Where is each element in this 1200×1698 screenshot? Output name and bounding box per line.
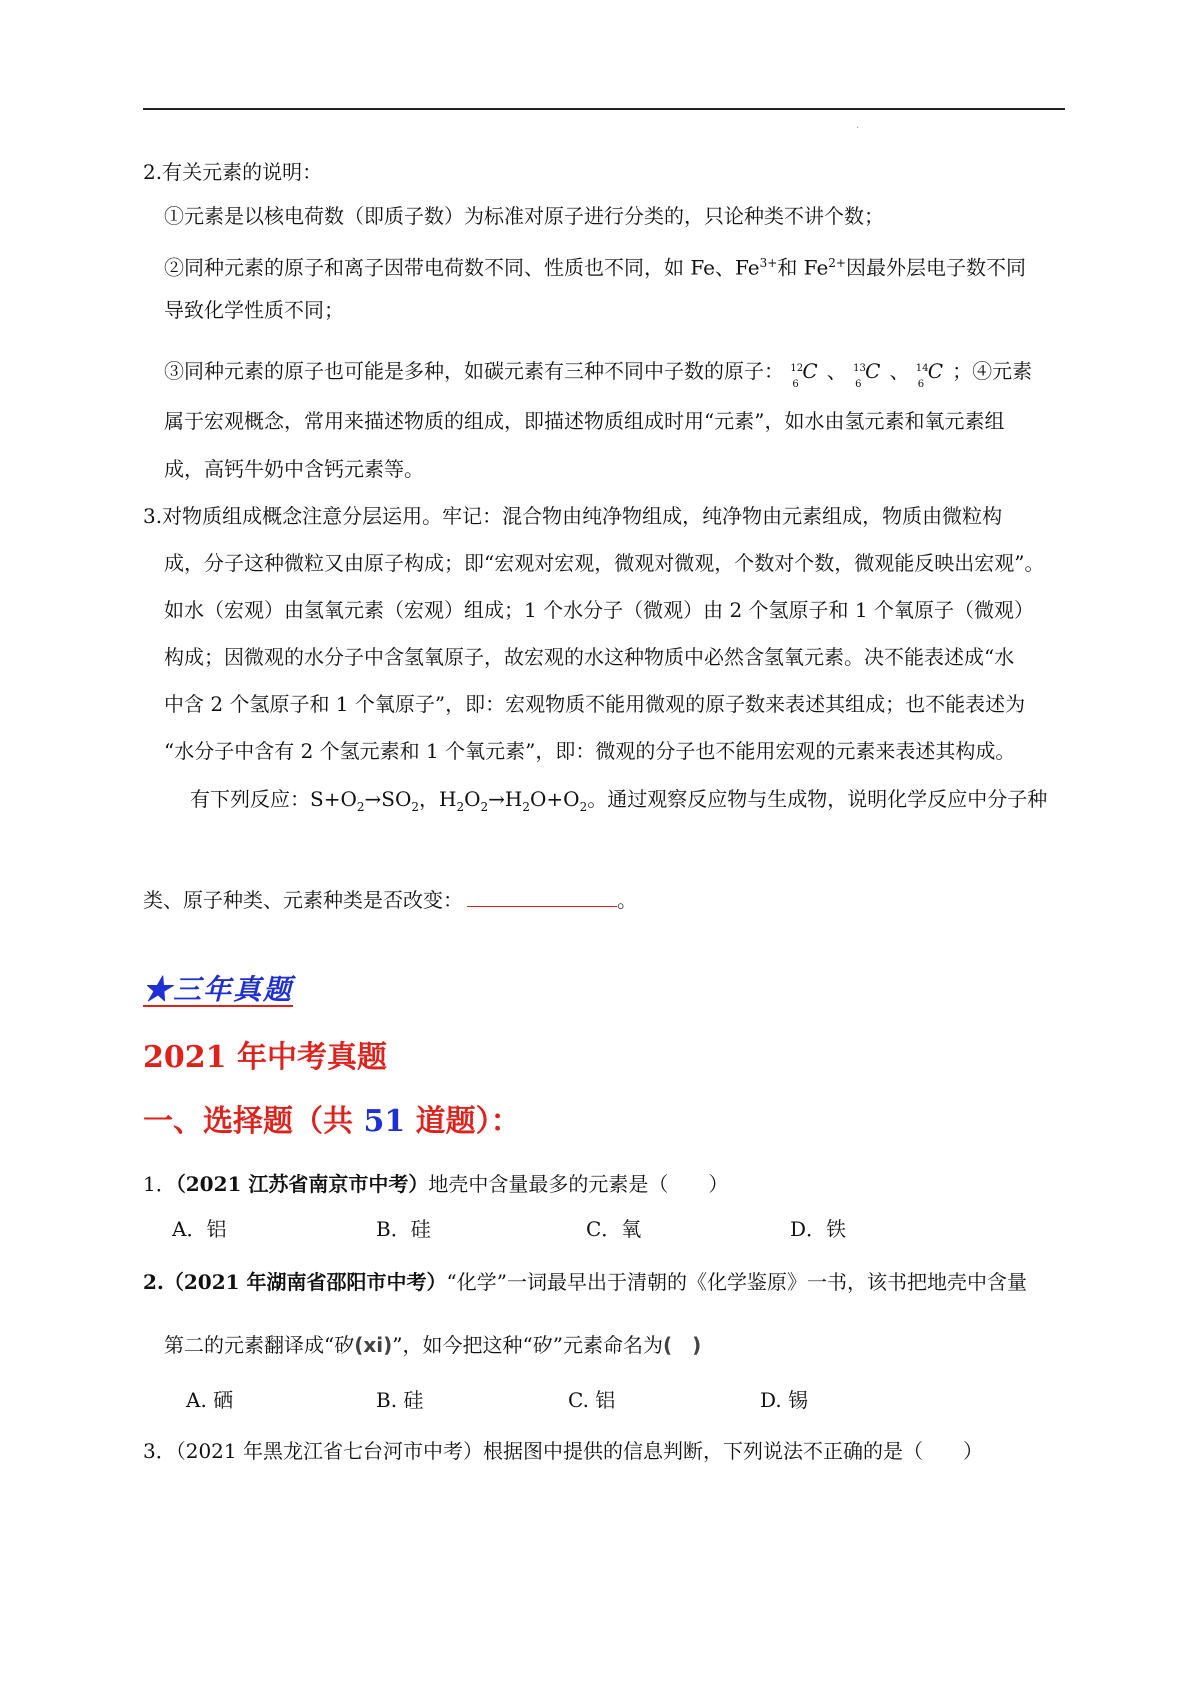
year-2021-heading: 2021 年中考真题 [143, 1040, 387, 1075]
sec3-l6: “水分子中含有 2 个氢元素和 1 个氧元素”，即：微观的分子也不能用宏观的元素来表述其构成。 [164, 739, 1016, 763]
q1-option-d[interactable]: D．铁 [790, 1217, 847, 1241]
sec3-l4: 构成；因微观的水分子中含氢氧原子，故宏观的水这种物质中必然含氢氧元素。决不能表述成“水 [164, 645, 1015, 669]
sec2-p3a-1: ③同种元素的原子也可能是多种，如碳元素有三种不同中子数的原子： [164, 359, 784, 383]
q2-option-a[interactable]: A. 硒 [186, 1388, 234, 1412]
q2-option-c[interactable]: C. 铝 [568, 1388, 616, 1412]
iso1-mass: 12 [790, 362, 804, 374]
isotope-c14 [915, 358, 946, 390]
sec2-p2b: 导致化学性质不同； [164, 298, 344, 322]
q3 [143, 1437, 983, 1465]
reaction-line1 [190, 785, 1047, 821]
sec2-p3a-2: ；④元素 [952, 359, 1033, 383]
r-plus: O+O [530, 787, 580, 811]
sec2-p3a [164, 357, 1033, 390]
sec2-p3b: 属于宏观概念，常用来描述物质的组成，即描述物质组成时用“元素”，如水由氢元素和氧元素组 [164, 409, 1005, 433]
iso1-sym: C [802, 358, 818, 383]
sep1: 、 [826, 359, 847, 383]
sec2-title-text: 2.有关元素的说明： [143, 160, 323, 184]
q1-text: 地壳中含量最多的元素是（ ） [428, 1172, 729, 1196]
isotope-c13 [853, 358, 883, 390]
r-sub1: 2 [356, 800, 365, 814]
sec2-p2a-3: 因最外层电子数不同 [846, 255, 1026, 280]
iso3-sym: C [927, 358, 944, 383]
q1-option-a[interactable]: A．铝 [172, 1217, 227, 1241]
q2-option-d[interactable]: D. 锡 [760, 1388, 809, 1412]
sec2-title [143, 158, 322, 186]
isotope-c12 [790, 358, 820, 390]
q1-source: （2021 江苏省南京市中考） [175, 1172, 429, 1196]
q2-line1 [143, 1268, 1027, 1296]
r-sub4: 2 [480, 800, 489, 814]
r-part1: 有下列反应：S+O [190, 787, 357, 811]
r-sub5: 2 [522, 800, 531, 814]
stray-dot: . [856, 120, 860, 131]
r-sub2: 2 [411, 800, 420, 814]
sec3-l1: 3.对物质组成概念注意分层运用。牢记：混合物由纯净物组成，纯净物由元素组成，物质由微粒构 [143, 504, 1003, 528]
r-end: 。通过观察反应物与生成物，说明化学反应中分子种 [587, 787, 1048, 811]
sec2-p3c: 成，高钙牛奶中含钙元素等。 [164, 457, 424, 481]
q1-num: 1． [143, 1172, 176, 1196]
header-rule [143, 108, 1065, 110]
sec2-p2a [164, 249, 1026, 282]
q2-paren: ( ) [662, 1333, 702, 1357]
r-h: H [504, 787, 523, 811]
iso3-z: 6 [917, 378, 925, 390]
r-o: O [464, 787, 481, 811]
sec2-p2a-2: 和 Fe [777, 255, 829, 280]
section-heading [143, 1102, 521, 1142]
iso3-mass: 14 [915, 362, 929, 374]
r-line2-text: 类、原子种类、元素种类是否改变： [143, 888, 463, 912]
q2-option-b[interactable]: B. 硅 [376, 1388, 424, 1412]
fe3-charge: 3+ [759, 256, 778, 270]
q1 [143, 1170, 728, 1198]
r-arrow2: → [488, 787, 505, 811]
sep2: 、 [889, 359, 910, 383]
r-so: SO [381, 787, 412, 811]
q2-line2 [164, 1331, 701, 1359]
q3-num: 3． [143, 1439, 176, 1463]
q2-text2b: ”，如今把这种“矽”元素命名为 [392, 1333, 663, 1357]
iso2-sym: C [865, 358, 881, 383]
iso2-z: 6 [855, 378, 862, 390]
iso2-mass: 13 [853, 362, 866, 374]
q2-pinyin: (xi) [354, 1333, 393, 1357]
r-comma: ，H [419, 787, 457, 811]
r-line2-end: 。 [617, 888, 637, 912]
q1-option-b[interactable]: B．硅 [376, 1217, 431, 1241]
sec2-p1: ①元素是以核电荷数（即质子数）为标准对原子进行分类的，只论种类不讲个数； [164, 204, 884, 228]
r-sub6: 2 [579, 800, 588, 814]
answer-blank[interactable] [467, 888, 617, 907]
reaction-line2 [143, 886, 637, 914]
sect-prefix: 一、选择题（共 [143, 1104, 364, 1139]
three-year-heading: ★三年真题 [143, 973, 294, 1006]
iso1-z: 6 [792, 378, 799, 390]
sect-count: 51 [363, 1104, 406, 1139]
r-sub3: 2 [456, 800, 465, 814]
q1-option-c[interactable]: C．氧 [586, 1217, 642, 1241]
sec3-l2: 成，分子这种微粒又由原子构成；即“宏观对宏观，微观对微观，个数对个数，微观能反映出宏观”。 [164, 551, 1045, 575]
q2-text2a: 第二的元素翻译成“矽 [164, 1333, 355, 1357]
sect-suffix: 道题）： [405, 1104, 521, 1139]
q3-text: （2021 年黑龙江省七台河市中考）根据图中提供的信息判断，下列说法不正确的是（ ） [175, 1439, 983, 1463]
fe2-charge: 2+ [828, 256, 846, 270]
sec3-l5: 中含 2 个氢原子和 1 个氧原子”，即：宏观物质不能用微观的原子数来表述其组成；也不能表述为 [164, 692, 1026, 716]
q2-num: 2. [143, 1270, 164, 1294]
sec3-l3: 如水（宏观）由氢氧元素（宏观）组成；1 个水分子（微观）由 2 个氢原子和 1 个氧原子（微观） [164, 598, 1034, 622]
r-arrow1: → [364, 787, 382, 811]
sec2-p2a-1: ②同种元素的原子和离子因带电荷数不同、性质也不同，如 Fe、Fe [164, 255, 760, 280]
q2-source: （2021 年湖南省邵阳市中考） [163, 1270, 447, 1294]
q2-text1: “化学”一词最早出于清朝的《化学鉴原》一书，该书把地壳中含量 [446, 1270, 1027, 1294]
